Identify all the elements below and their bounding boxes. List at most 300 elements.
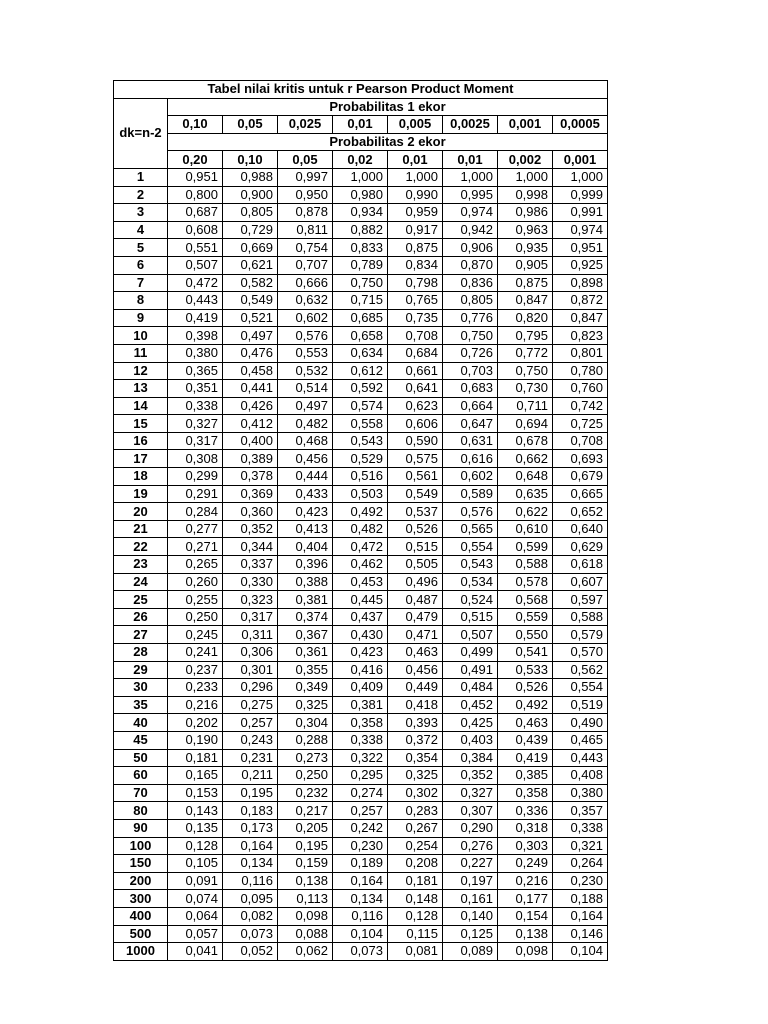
value-cell: 0,602 xyxy=(278,309,333,327)
value-cell: 0,425 xyxy=(443,714,498,732)
value-cell: 0,599 xyxy=(498,538,553,556)
value-cell: 0,323 xyxy=(223,591,278,609)
value-cell: 0,515 xyxy=(443,608,498,626)
value-cell: 0,521 xyxy=(223,309,278,327)
value-cell: 0,576 xyxy=(443,503,498,521)
value-cell: 0,205 xyxy=(278,819,333,837)
value-cell: 0,507 xyxy=(168,256,223,274)
value-cell: 0,998 xyxy=(498,186,553,204)
value-cell: 0,271 xyxy=(168,538,223,556)
value-cell: 0,990 xyxy=(388,186,443,204)
value-cell: 0,161 xyxy=(443,890,498,908)
one-tail-level-7: 0,0005 xyxy=(553,116,608,134)
value-cell: 0,365 xyxy=(168,362,223,380)
value-cell: 0,648 xyxy=(498,468,553,486)
value-cell: 0,974 xyxy=(443,204,498,222)
dk-cell: 2 xyxy=(114,186,168,204)
value-cell: 0,950 xyxy=(278,186,333,204)
value-cell: 0,143 xyxy=(168,802,223,820)
value-cell: 0,231 xyxy=(223,749,278,767)
table-row xyxy=(114,168,608,186)
value-cell: 0,490 xyxy=(553,714,608,732)
value-cell: 0,805 xyxy=(223,204,278,222)
dk-cell: 25 xyxy=(114,591,168,609)
value-cell: 0,089 xyxy=(443,943,498,961)
value-cell: 0,237 xyxy=(168,661,223,679)
value-cell: 0,302 xyxy=(388,784,443,802)
value-cell: 0,338 xyxy=(553,819,608,837)
value-cell: 0,776 xyxy=(443,309,498,327)
value-cell: 0,543 xyxy=(443,556,498,574)
value-cell: 0,419 xyxy=(498,749,553,767)
value-cell: 0,905 xyxy=(498,256,553,274)
two-tail-levels-row xyxy=(114,151,608,169)
table-title: Tabel nilai kritis untuk r Pearson Product Moment xyxy=(114,81,608,99)
dk-cell: 100 xyxy=(114,837,168,855)
table-row xyxy=(114,520,608,538)
value-cell: 0,505 xyxy=(388,556,443,574)
value-cell: 0,597 xyxy=(553,591,608,609)
value-cell: 0,073 xyxy=(333,943,388,961)
one-tail-level-2: 0,025 xyxy=(278,116,333,134)
value-cell: 0,875 xyxy=(498,274,553,292)
value-cell: 0,561 xyxy=(388,468,443,486)
value-cell: 0,492 xyxy=(498,696,553,714)
value-cell: 0,988 xyxy=(223,168,278,186)
value-cell: 0,393 xyxy=(388,714,443,732)
value-cell: 0,684 xyxy=(388,344,443,362)
value-cell: 0,772 xyxy=(498,344,553,362)
value-cell: 0,554 xyxy=(443,538,498,556)
one-tail-levels-row xyxy=(114,116,608,134)
value-cell: 0,116 xyxy=(333,907,388,925)
value-cell: 0,497 xyxy=(278,397,333,415)
value-cell: 0,325 xyxy=(278,696,333,714)
value-cell: 0,708 xyxy=(553,432,608,450)
value-cell: 0,925 xyxy=(553,256,608,274)
value-cell: 0,230 xyxy=(553,872,608,890)
value-cell: 0,503 xyxy=(333,485,388,503)
table-row xyxy=(114,696,608,714)
value-cell: 0,588 xyxy=(553,608,608,626)
value-cell: 0,389 xyxy=(223,450,278,468)
value-cell: 0,963 xyxy=(498,221,553,239)
value-cell: 0,189 xyxy=(333,855,388,873)
value-cell: 0,396 xyxy=(278,556,333,574)
value-cell: 0,183 xyxy=(223,802,278,820)
value-cell: 0,257 xyxy=(223,714,278,732)
value-cell: 0,277 xyxy=(168,520,223,538)
value-cell: 0,934 xyxy=(333,204,388,222)
dk-cell: 3 xyxy=(114,204,168,222)
value-cell: 0,678 xyxy=(498,432,553,450)
value-cell: 0,337 xyxy=(223,556,278,574)
two-tail-level-2: 0,05 xyxy=(278,151,333,169)
value-cell: 0,452 xyxy=(443,696,498,714)
value-cell: 0,265 xyxy=(168,556,223,574)
value-cell: 0,146 xyxy=(553,925,608,943)
value-cell: 0,811 xyxy=(278,221,333,239)
dk-cell: 1000 xyxy=(114,943,168,961)
value-cell: 0,344 xyxy=(223,538,278,556)
value-cell: 0,507 xyxy=(443,626,498,644)
value-cell: 0,418 xyxy=(388,696,443,714)
value-cell: 0,098 xyxy=(278,907,333,925)
dk-cell: 22 xyxy=(114,538,168,556)
value-cell: 0,534 xyxy=(443,573,498,591)
value-cell: 0,834 xyxy=(388,256,443,274)
value-cell: 0,750 xyxy=(498,362,553,380)
dk-cell: 60 xyxy=(114,767,168,785)
value-cell: 0,951 xyxy=(168,168,223,186)
value-cell: 0,098 xyxy=(498,943,553,961)
value-cell: 0,574 xyxy=(333,397,388,415)
value-cell: 0,997 xyxy=(278,168,333,186)
table-row xyxy=(114,679,608,697)
value-cell: 0,463 xyxy=(388,644,443,662)
value-cell: 0,385 xyxy=(498,767,553,785)
value-cell: 0,062 xyxy=(278,943,333,961)
dk-cell: 11 xyxy=(114,344,168,362)
value-cell: 0,216 xyxy=(168,696,223,714)
value-cell: 0,352 xyxy=(443,767,498,785)
dk-cell: 45 xyxy=(114,731,168,749)
value-cell: 0,301 xyxy=(223,661,278,679)
dk-cell: 30 xyxy=(114,679,168,697)
value-cell: 0,999 xyxy=(553,186,608,204)
value-cell: 0,443 xyxy=(553,749,608,767)
one-tail-level-1: 0,05 xyxy=(223,116,278,134)
value-cell: 0,357 xyxy=(553,802,608,820)
value-cell: 0,311 xyxy=(223,626,278,644)
value-cell: 0,715 xyxy=(333,292,388,310)
dk-header: dk=n-2 xyxy=(114,98,168,168)
value-cell: 0,468 xyxy=(278,432,333,450)
value-cell: 0,095 xyxy=(223,890,278,908)
dk-cell: 150 xyxy=(114,855,168,873)
value-cell: 0,612 xyxy=(333,362,388,380)
value-cell: 0,730 xyxy=(498,380,553,398)
value-cell: 0,233 xyxy=(168,679,223,697)
value-cell: 0,592 xyxy=(333,380,388,398)
value-cell: 0,128 xyxy=(388,907,443,925)
dk-cell: 500 xyxy=(114,925,168,943)
dk-cell: 40 xyxy=(114,714,168,732)
value-cell: 0,703 xyxy=(443,362,498,380)
value-cell: 0,836 xyxy=(443,274,498,292)
dk-cell: 5 xyxy=(114,239,168,257)
value-cell: 0,986 xyxy=(498,204,553,222)
value-cell: 0,610 xyxy=(498,520,553,538)
value-cell: 0,250 xyxy=(278,767,333,785)
value-cell: 0,760 xyxy=(553,380,608,398)
value-cell: 0,400 xyxy=(223,432,278,450)
table-row xyxy=(114,256,608,274)
value-cell: 0,570 xyxy=(553,644,608,662)
dk-cell: 8 xyxy=(114,292,168,310)
value-cell: 0,057 xyxy=(168,925,223,943)
dk-cell: 400 xyxy=(114,907,168,925)
dk-cell: 200 xyxy=(114,872,168,890)
value-cell: 0,606 xyxy=(388,415,443,433)
value-cell: 0,273 xyxy=(278,749,333,767)
value-cell: 0,358 xyxy=(498,784,553,802)
value-cell: 0,409 xyxy=(333,679,388,697)
value-cell: 0,568 xyxy=(498,591,553,609)
value-cell: 0,878 xyxy=(278,204,333,222)
value-cell: 0,439 xyxy=(498,731,553,749)
dk-cell: 7 xyxy=(114,274,168,292)
value-cell: 0,164 xyxy=(553,907,608,925)
table-row xyxy=(114,767,608,785)
value-cell: 0,463 xyxy=(498,714,553,732)
value-cell: 0,900 xyxy=(223,186,278,204)
value-cell: 0,519 xyxy=(553,696,608,714)
table-row xyxy=(114,556,608,574)
value-cell: 0,195 xyxy=(223,784,278,802)
value-cell: 0,602 xyxy=(443,468,498,486)
two-tail-level-3: 0,02 xyxy=(333,151,388,169)
value-cell: 0,441 xyxy=(223,380,278,398)
value-cell: 0,729 xyxy=(223,221,278,239)
dk-cell: 18 xyxy=(114,468,168,486)
dk-cell: 70 xyxy=(114,784,168,802)
value-cell: 0,647 xyxy=(443,415,498,433)
value-cell: 0,433 xyxy=(278,485,333,503)
value-cell: 0,959 xyxy=(388,204,443,222)
value-cell: 0,291 xyxy=(168,485,223,503)
value-cell: 0,533 xyxy=(498,661,553,679)
value-cell: 0,735 xyxy=(388,309,443,327)
value-cell: 0,449 xyxy=(388,679,443,697)
value-cell: 0,529 xyxy=(333,450,388,468)
value-cell: 0,823 xyxy=(553,327,608,345)
value-cell: 0,882 xyxy=(333,221,388,239)
table-row xyxy=(114,397,608,415)
dk-cell: 10 xyxy=(114,327,168,345)
dk-cell: 4 xyxy=(114,221,168,239)
value-cell: 0,974 xyxy=(553,221,608,239)
value-cell: 0,725 xyxy=(553,415,608,433)
value-cell: 0,260 xyxy=(168,573,223,591)
value-cell: 0,296 xyxy=(223,679,278,697)
value-cell: 0,820 xyxy=(498,309,553,327)
value-cell: 0,349 xyxy=(278,679,333,697)
value-cell: 0,665 xyxy=(553,485,608,503)
value-cell: 0,073 xyxy=(223,925,278,943)
value-cell: 0,306 xyxy=(223,644,278,662)
value-cell: 0,801 xyxy=(553,344,608,362)
one-tail-level-3: 0,01 xyxy=(333,116,388,134)
dk-cell: 9 xyxy=(114,309,168,327)
value-cell: 0,283 xyxy=(388,802,443,820)
value-cell: 0,322 xyxy=(333,749,388,767)
value-cell: 0,487 xyxy=(388,591,443,609)
value-cell: 0,492 xyxy=(333,503,388,521)
value-cell: 0,318 xyxy=(498,819,553,837)
value-cell: 0,750 xyxy=(443,327,498,345)
two-tail-level-5: 0,01 xyxy=(443,151,498,169)
value-cell: 0,526 xyxy=(388,520,443,538)
value-cell: 0,515 xyxy=(388,538,443,556)
value-cell: 0,472 xyxy=(168,274,223,292)
value-cell: 0,064 xyxy=(168,907,223,925)
value-cell: 0,403 xyxy=(443,731,498,749)
table-row xyxy=(114,468,608,486)
value-cell: 0,190 xyxy=(168,731,223,749)
two-tail-level-7: 0,001 xyxy=(553,151,608,169)
value-cell: 0,543 xyxy=(333,432,388,450)
dk-cell: 12 xyxy=(114,362,168,380)
value-cell: 0,242 xyxy=(333,819,388,837)
value-cell: 0,516 xyxy=(333,468,388,486)
value-cell: 0,361 xyxy=(278,644,333,662)
value-cell: 0,444 xyxy=(278,468,333,486)
value-cell: 0,355 xyxy=(278,661,333,679)
value-cell: 0,165 xyxy=(168,767,223,785)
value-cell: 0,211 xyxy=(223,767,278,785)
table-row xyxy=(114,450,608,468)
table-row xyxy=(114,538,608,556)
value-cell: 0,549 xyxy=(223,292,278,310)
value-cell: 0,687 xyxy=(168,204,223,222)
dk-cell: 15 xyxy=(114,415,168,433)
value-cell: 0,800 xyxy=(168,186,223,204)
value-cell: 1,000 xyxy=(443,168,498,186)
value-cell: 0,104 xyxy=(553,943,608,961)
table-row xyxy=(114,309,608,327)
value-cell: 0,354 xyxy=(388,749,443,767)
value-cell: 0,554 xyxy=(553,679,608,697)
value-cell: 0,685 xyxy=(333,309,388,327)
value-cell: 0,640 xyxy=(553,520,608,538)
value-cell: 0,267 xyxy=(388,819,443,837)
value-cell: 0,245 xyxy=(168,626,223,644)
dk-cell: 13 xyxy=(114,380,168,398)
value-cell: 0,754 xyxy=(278,239,333,257)
value-cell: 0,134 xyxy=(223,855,278,873)
value-cell: 0,632 xyxy=(278,292,333,310)
value-cell: 0,575 xyxy=(388,450,443,468)
value-cell: 0,833 xyxy=(333,239,388,257)
value-cell: 0,847 xyxy=(498,292,553,310)
value-cell: 0,652 xyxy=(553,503,608,521)
one-tail-level-6: 0,001 xyxy=(498,116,553,134)
value-cell: 0,590 xyxy=(388,432,443,450)
dk-cell: 19 xyxy=(114,485,168,503)
value-cell: 0,662 xyxy=(498,450,553,468)
value-cell: 0,125 xyxy=(443,925,498,943)
value-cell: 0,559 xyxy=(498,608,553,626)
value-cell: 0,532 xyxy=(278,362,333,380)
dk-cell: 300 xyxy=(114,890,168,908)
value-cell: 0,351 xyxy=(168,380,223,398)
value-cell: 0,264 xyxy=(553,855,608,873)
dk-cell: 20 xyxy=(114,503,168,521)
table-row xyxy=(114,432,608,450)
value-cell: 0,104 xyxy=(333,925,388,943)
value-cell: 0,276 xyxy=(443,837,498,855)
value-cell: 0,304 xyxy=(278,714,333,732)
value-cell: 0,380 xyxy=(168,344,223,362)
value-cell: 0,707 xyxy=(278,256,333,274)
value-cell: 0,669 xyxy=(223,239,278,257)
value-cell: 0,526 xyxy=(498,679,553,697)
table-row xyxy=(114,749,608,767)
value-cell: 0,541 xyxy=(498,644,553,662)
value-cell: 0,105 xyxy=(168,855,223,873)
value-cell: 1,000 xyxy=(388,168,443,186)
value-cell: 0,381 xyxy=(333,696,388,714)
value-cell: 0,177 xyxy=(498,890,553,908)
value-cell: 0,317 xyxy=(168,432,223,450)
value-cell: 0,476 xyxy=(223,344,278,362)
one-tail-header: Probabilitas 1 ekor xyxy=(168,98,608,116)
value-cell: 0,679 xyxy=(553,468,608,486)
one-tail-level-5: 0,0025 xyxy=(443,116,498,134)
value-cell: 0,352 xyxy=(223,520,278,538)
value-cell: 0,465 xyxy=(553,731,608,749)
table-row xyxy=(114,714,608,732)
value-cell: 0,578 xyxy=(498,573,553,591)
value-cell: 0,138 xyxy=(498,925,553,943)
table-row xyxy=(114,344,608,362)
value-cell: 0,128 xyxy=(168,837,223,855)
value-cell: 0,805 xyxy=(443,292,498,310)
value-cell: 1,000 xyxy=(553,168,608,186)
table-row xyxy=(114,608,608,626)
value-cell: 0,980 xyxy=(333,186,388,204)
value-cell: 0,588 xyxy=(498,556,553,574)
dk-cell: 14 xyxy=(114,397,168,415)
value-cell: 0,484 xyxy=(443,679,498,697)
dk-cell: 50 xyxy=(114,749,168,767)
value-cell: 0,795 xyxy=(498,327,553,345)
value-cell: 0,164 xyxy=(223,837,278,855)
value-cell: 0,288 xyxy=(278,731,333,749)
value-cell: 0,608 xyxy=(168,221,223,239)
value-cell: 0,381 xyxy=(278,591,333,609)
value-cell: 0,471 xyxy=(388,626,443,644)
table-row xyxy=(114,239,608,257)
value-cell: 0,995 xyxy=(443,186,498,204)
dk-cell: 6 xyxy=(114,256,168,274)
value-cell: 0,360 xyxy=(223,503,278,521)
one-tail-level-4: 0,005 xyxy=(388,116,443,134)
value-cell: 0,491 xyxy=(443,661,498,679)
dk-cell: 35 xyxy=(114,696,168,714)
value-cell: 0,181 xyxy=(168,749,223,767)
dk-cell: 1 xyxy=(114,168,168,186)
value-cell: 0,607 xyxy=(553,573,608,591)
value-cell: 0,458 xyxy=(223,362,278,380)
value-cell: 0,622 xyxy=(498,503,553,521)
two-tail-level-0: 0,20 xyxy=(168,151,223,169)
value-cell: 0,694 xyxy=(498,415,553,433)
value-cell: 0,140 xyxy=(443,907,498,925)
value-cell: 0,906 xyxy=(443,239,498,257)
two-tail-header: Probabilitas 2 ekor xyxy=(168,133,608,151)
dk-cell: 29 xyxy=(114,661,168,679)
value-cell: 0,426 xyxy=(223,397,278,415)
value-cell: 0,295 xyxy=(333,767,388,785)
value-cell: 0,148 xyxy=(388,890,443,908)
value-cell: 0,549 xyxy=(388,485,443,503)
value-cell: 0,576 xyxy=(278,327,333,345)
value-cell: 0,430 xyxy=(333,626,388,644)
value-cell: 0,443 xyxy=(168,292,223,310)
table-row xyxy=(114,925,608,943)
